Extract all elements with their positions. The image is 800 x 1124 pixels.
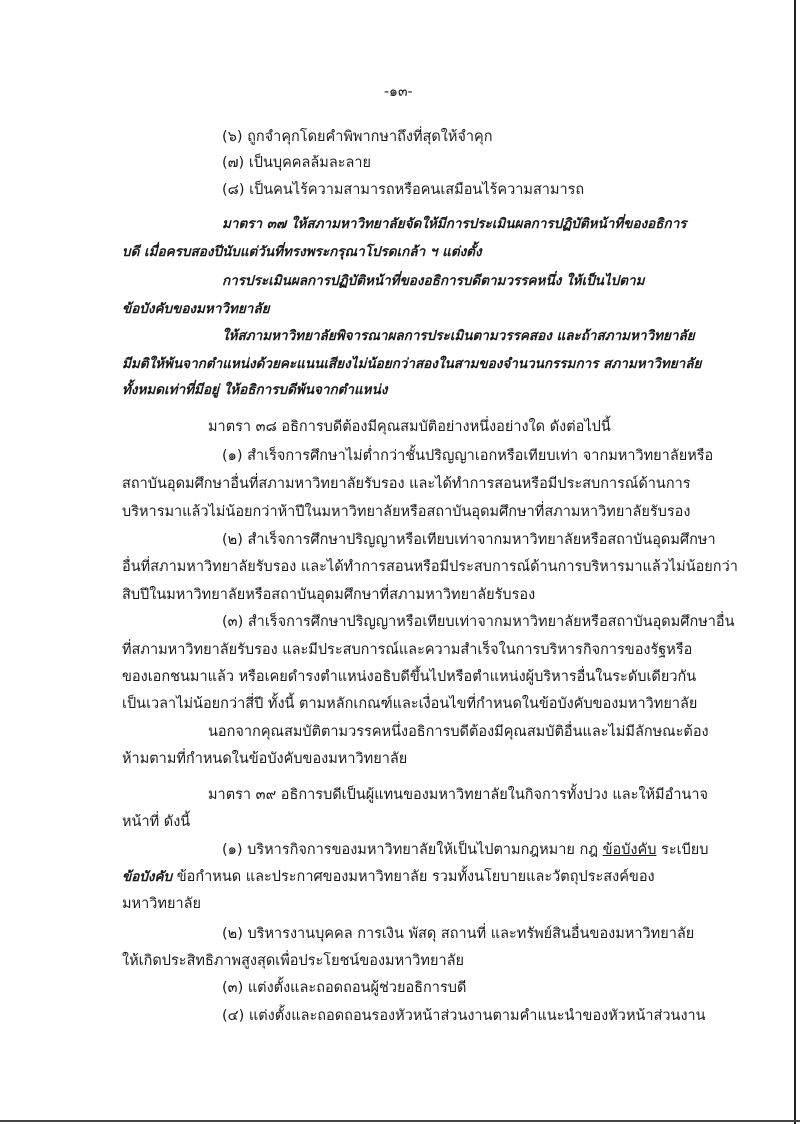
section-38-line: (๓) สำเร็จการศึกษาปริญญาหรือเทียบเท่าจากมหาวิทยาลัยหรือสถาบันอุดมศึกษาอื่น — [222, 614, 735, 630]
section-37-line: ทั้งหมดเท่าที่มีอยู่ ให้อธิการบดีพ้นจากตำแหน่ง — [122, 382, 388, 398]
underlined-term: ข้อบังคับ — [602, 842, 657, 858]
section-39-intro: มาตรา ๓๙ อธิการบดีเป็นผู้แทนของมหาวิทยาลัยในกิจการทั้งปวง และให้มีอำนาจ — [208, 787, 709, 803]
section-39-line: ให้เกิดประสิทธิภาพสูงสุดเพื่อประโยชน์ของมหาวิทยาลัย — [122, 953, 465, 969]
section-37-line: ให้สภามหาวิทยาลัยพิจารณาผลการประเมินตามวรรคสอง และถ้าสภามหาวิทยาลัย — [222, 328, 695, 344]
section-38-line: ที่สภามหาวิทยาลัยรับรอง และมีประสบการณ์และความสำเร็จในการบริหารกิจการของรัฐหรือ — [122, 642, 693, 658]
section-38-intro: มาตรา ๓๘ อธิการบดีต้องมีคุณสมบัติอย่างหนึ่งอย่างใด ดังต่อไปนี้ — [208, 419, 611, 435]
section-39-item-2: (๒) บริหารงานบุคคล การเงิน พัสดุ สถานที่ และทรัพย์สินอื่นของมหาวิทยาลัย — [222, 926, 695, 942]
section-38-line: สถาบันอุดมศึกษาอื่นที่สภามหาวิทยาลัยรับรอง และได้ทำการสอนหรือมีประสบการณ์ด้านการ — [122, 476, 691, 492]
italic-term: ข้อบังคับ — [122, 869, 173, 885]
section-38-line: บริหารมาแล้วไม่น้อยกว่าห้าปีในมหาวิทยาลัยหรือสถาบันอุดมศึกษาที่สภามหาวิทยาลัยรับรอง — [122, 504, 691, 520]
item-text: (๑) บริหารกิจการของมหาวิทยาลัยให้เป็นไปตามกฎหมาย กฎ — [222, 842, 603, 858]
section-37-line: ข้อบังคับของมหาวิทยาลัย — [122, 301, 270, 317]
section-37-line: มีมติให้พ้นจากตำแหน่งด้วยคะแนนเสียงไม่น้อยกว่าสองในสามของจำนวนกรรมการ สภามหาวิทยาลัย — [122, 356, 702, 372]
section-37-line: การประเมินผลการปฏิบัติหน้าที่ของอธิการบดีตามวรรคหนึ่ง ให้เป็นไปตาม — [222, 273, 645, 289]
list-item: (๗) เป็นบุคคลล้มละลาย — [222, 155, 372, 171]
scan-edge-bottom — [0, 1120, 800, 1122]
item-text: ระเบียบ — [656, 842, 709, 858]
section-38-line: เป็นเวลาไม่น้อยกว่าสี่ปี ทั้งนี้ ตามหลักเกณฑ์และเงื่อนไขที่กำหนดในข้อบังคับของมหาวิทยาลัย — [122, 696, 698, 712]
list-item: (๘) เป็นคนไร้ความสามารถหรือคนเสมือนไร้ความสามารถ — [222, 182, 585, 198]
section-37-line: มาตรา ๓๗ ให้สภามหาวิทยาลัยจัดให้มีการประเมินผลการปฏิบัติหน้าที่ของอธิการ — [222, 216, 687, 232]
section-39-item-4: (๔) แต่งตั้งและถอดถอนรองหัวหน้าส่วนงานตามคำแนะนำของหัวหน้าส่วนงาน — [222, 1008, 706, 1024]
section-38-line: (๒) สำเร็จการศึกษาปริญญาหรือเทียบเท่าจากมหาวิทยาลัยหรือสถาบันอุดมศึกษา — [222, 532, 716, 548]
list-item: (๖) ถูกจำคุกโดยคำพิพากษาถึงที่สุดให้จำคุก — [222, 129, 493, 145]
section-37-line: บดี เมื่อครบสองปีนับแต่วันที่ทรงพระกรุณาโปรดเกล้า ฯ แต่งตั้ง — [122, 244, 482, 260]
section-39-item-1 — [222, 840, 708, 860]
section-39-line: มหาวิทยาลัย — [122, 896, 201, 912]
section-38-line: สิบปีในมหาวิทยาลัยหรือสถาบันอุดมศึกษาที่สภามหาวิทยาลัยรับรอง — [122, 587, 536, 603]
item-text: ข้อกำหนด และประกาศของมหาวิทยาลัย รวมทั้งนโยบายและวัตถุประสงค์ของ — [172, 869, 655, 885]
section-39-line — [122, 867, 655, 887]
scan-edge-right — [794, 0, 796, 1124]
section-38-line: ห้ามตามที่กำหนดในข้อบังคับของมหาวิทยาลัย — [122, 751, 408, 767]
section-39-intro: หน้าที่ ดังนี้ — [122, 814, 191, 830]
section-38-line: ของเอกชนมาแล้ว หรือเคยดำรงตำแหน่งอธิบดีขึ้นไปหรือตำแหน่งผู้บริหารอื่นในระดับเดียวกัน — [122, 669, 697, 685]
section-39-item-3: (๓) แต่งตั้งและถอดถอนผู้ช่วยอธิการบดี — [222, 980, 467, 996]
section-38-line: (๑) สำเร็จการศึกษาไม่ต่ำกว่าชั้นปริญญาเอกหรือเทียบเท่า จากมหาวิทยาลัยหรือ — [222, 448, 714, 464]
section-38-line: นอกจากคุณสมบัติตามวรรคหนึ่งอธิการบดีต้องมีคุณสมบัติอื่นและไม่มีลักษณะต้อง — [208, 724, 709, 740]
page-number: -๑๓- — [384, 84, 413, 100]
section-38-line: อื่นที่สภามหาวิทยาลัยรับรอง และได้ทำการสอนหรือมีประสบการณ์ด้านการบริหารมาแล้วไม่น้อยกว่า — [122, 559, 738, 575]
